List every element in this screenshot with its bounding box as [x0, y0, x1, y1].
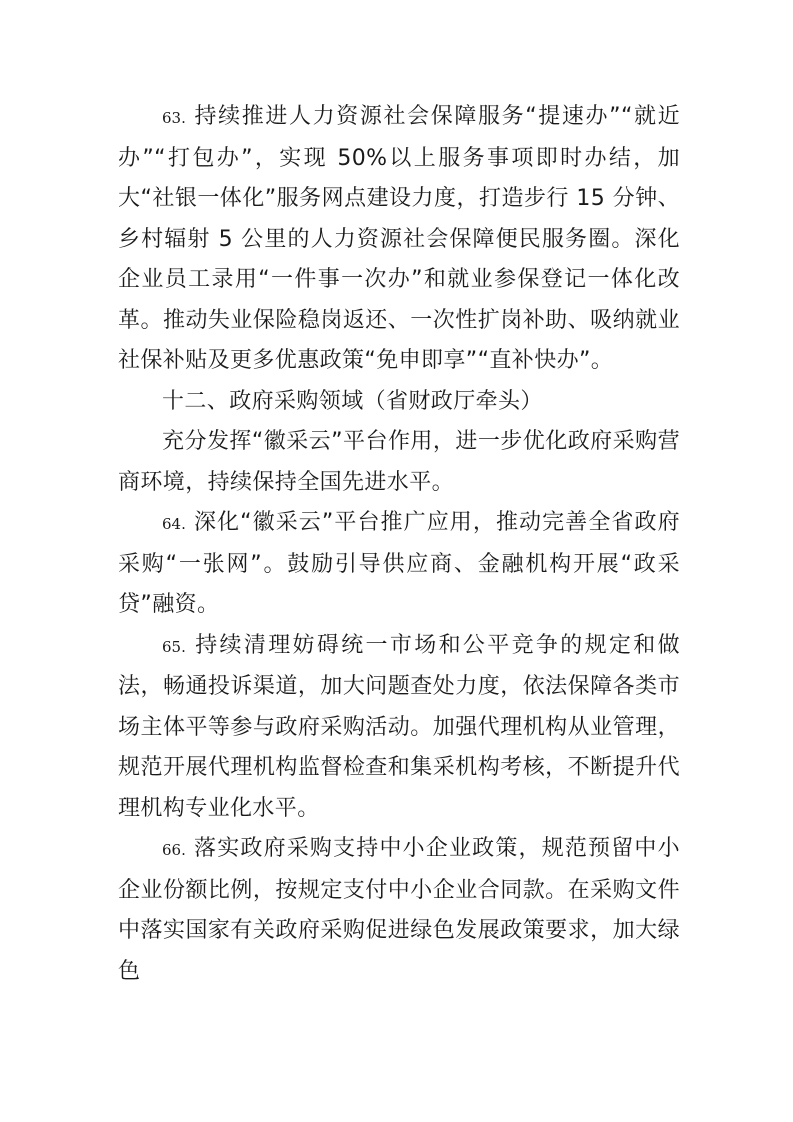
document-body	[118, 97, 680, 992]
paragraph-text: 持续清理妨碍统一市场和公平竞争的规定和做法，畅通投诉渠道，加大问题查处力度，依法保障各类市场主体平等参与政府采购活动。加强代理机构从业管理，规范开展代理机构监督检查和集采机构考核，不断提升代理机构专业化水平。	[118, 632, 680, 821]
section-heading-text: 十二、政府采购领域（省财政厅牵头）	[162, 388, 543, 414]
paragraph-text: 充分发挥“徽采云”平台作用，进一步优化政府采购营商环境，持续保持全国先进水平。	[118, 429, 680, 495]
paragraph-text: 深化“徽采云”平台推广应用，推动完善全省政府采购“一张网”。鼓励引导供应商、金融机构开展“政采贷”融资。	[118, 510, 680, 617]
paragraph-item-63	[118, 97, 680, 382]
paragraph-text: 持续推进人力资源社会保障服务“提速办”“就近办”“打包办”，实现 50%以上服务事项即时办结，加大“社银一体化”服务网点建设力度，打造步行 15 分钟、乡村辐射 5 公里的人力资源社会保障便民服务圈。深化企业员工录用“一件事一次办”和就业参保登记一体化改革。推动失业保险稳岗返还、一次性扩岗补助、吸纳就业社保补贴及更多优惠政策“免申即享”“直补快办”。	[118, 104, 680, 373]
paragraph-item-64	[118, 503, 680, 626]
item-number: 64.	[162, 515, 186, 533]
paragraph-text: 落实政府采购支持中小企业政策，规范预留中小企业份额比例，按规定支付中小企业合同款。在采购文件中落实国家有关政府采购促进绿色发展政策要求，加大绿色	[118, 836, 680, 984]
section-heading	[118, 382, 680, 423]
item-number: 65.	[162, 637, 186, 656]
item-number: 66.	[162, 841, 186, 859]
paragraph-item-66	[118, 829, 680, 992]
paragraph-item-65	[118, 626, 680, 830]
item-number: 63.	[162, 109, 186, 127]
section-intro	[118, 422, 680, 503]
